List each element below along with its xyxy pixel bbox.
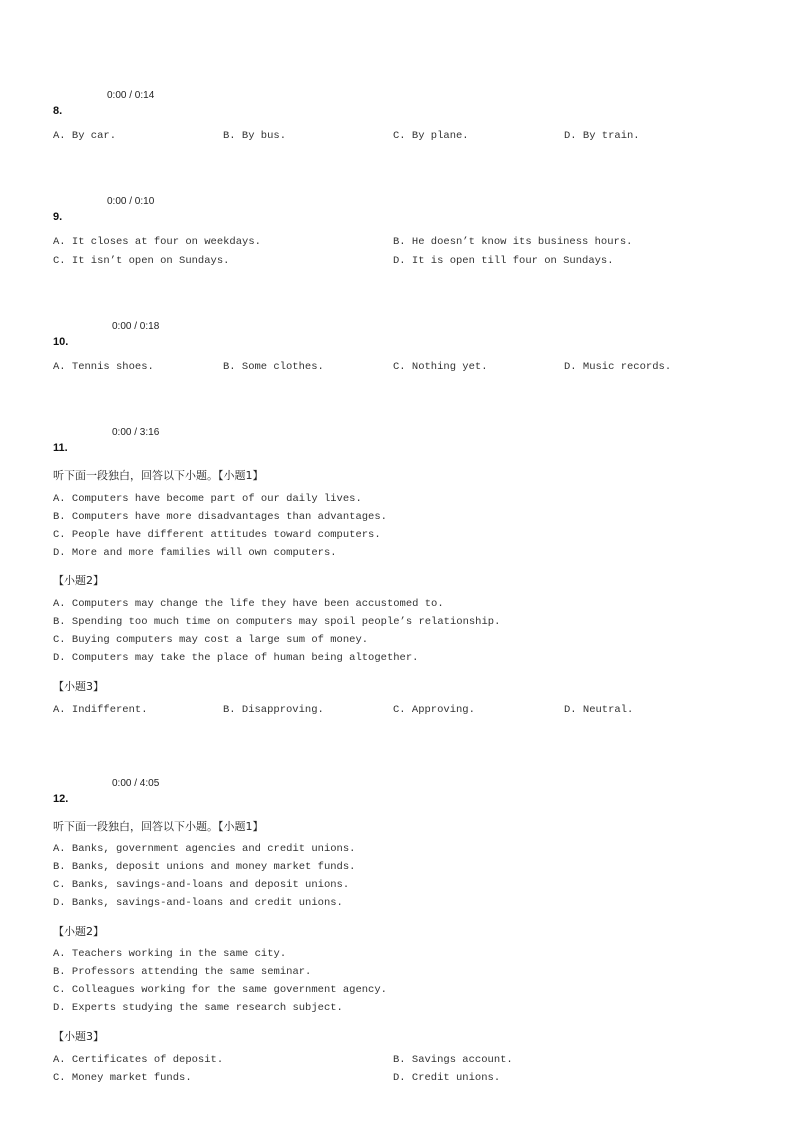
q8-option-b: B. By bus. (223, 130, 287, 142)
q11-instruction: 听下面一段独白，回答以下小题。【小题1】 (53, 469, 264, 482)
q11-sub3-option-b: B. Disapproving. (223, 704, 324, 716)
q11-sub1-option-a: A. Computers have become part of our daily lives. (53, 493, 362, 505)
q11-sub3-label: 【小题3】 (53, 680, 104, 693)
audio-player-q10[interactable]: 0:00 / 0:18 (112, 321, 160, 332)
q12-sub3-label: 【小题3】 (53, 1030, 104, 1043)
q12-instruction: 听下面一段独白，回答以下小题。【小题1】 (53, 820, 264, 833)
q11-sub1-option-d: D. More and more families will own computers. (53, 547, 337, 559)
q11-sub3-option-d: D. Neutral. (564, 704, 634, 716)
question-number-10: 10. (53, 336, 69, 348)
question-number-12: 12. (53, 793, 69, 805)
q8-option-c: C. By plane. (393, 130, 469, 142)
q9-option-b: B. He doesn’t know its business hours. (393, 236, 633, 248)
q11-sub1-option-c: C. People have different attitudes toward computers. (53, 529, 381, 541)
audio-player-q8[interactable]: 0:00 / 0:14 (107, 90, 155, 101)
q11-sub3-option-a: A. Indifferent. (53, 704, 148, 716)
q12-sub3-option-b: B. Savings account. (393, 1054, 513, 1066)
q8-option-d: D. By train. (564, 130, 640, 142)
q12-sub3-option-d: D. Credit unions. (393, 1072, 501, 1084)
question-number-9: 9. (53, 211, 63, 223)
q12-sub3-option-c: C. Money market funds. (53, 1072, 192, 1084)
q11-sub3-option-c: C. Approving. (393, 704, 475, 716)
q12-sub2-label: 【小题2】 (53, 925, 104, 938)
question-number-11: 11. (53, 442, 68, 454)
q12-sub1-option-a: A. Banks, government agencies and credit unions. (53, 843, 356, 855)
q12-sub2-option-d: D. Experts studying the same research subject. (53, 1002, 343, 1014)
q12-sub1-option-b: B. Banks, deposit unions and money market funds. (53, 861, 356, 873)
q10-option-d: D. Music records. (564, 361, 672, 373)
q10-option-a: A. Tennis shoes. (53, 361, 154, 373)
audio-player-q12[interactable]: 0:00 / 4:05 (112, 778, 160, 789)
q10-option-c: C. Nothing yet. (393, 361, 488, 373)
q12-sub2-option-a: A. Teachers working in the same city. (53, 948, 287, 960)
q11-sub2-option-a: A. Computers may change the life they have been accustomed to. (53, 598, 444, 610)
question-number-8: 8. (53, 105, 63, 117)
q10-option-b: B. Some clothes. (223, 361, 324, 373)
q11-sub2-label: 【小题2】 (53, 574, 104, 587)
q11-sub2-option-c: C. Buying computers may cost a large sum of money. (53, 634, 369, 646)
q11-sub2-option-b: B. Spending too much time on computers may spoil people’s relationship. (53, 616, 501, 628)
audio-player-q9[interactable]: 0:00 / 0:10 (107, 196, 155, 207)
q12-sub1-option-c: C. Banks, savings-and-loans and deposit unions. (53, 879, 350, 891)
q8-option-a: A. By car. (53, 130, 117, 142)
q9-option-a: A. It closes at four on weekdays. (53, 236, 261, 248)
q12-sub2-option-c: C. Colleagues working for the same government agency. (53, 984, 387, 996)
q12-sub3-option-a: A. Certificates of deposit. (53, 1054, 224, 1066)
audio-player-q11[interactable]: 0:00 / 3:16 (112, 427, 160, 438)
q12-sub1-option-d: D. Banks, savings-and-loans and credit unions. (53, 897, 343, 909)
q11-sub1-option-b: B. Computers have more disadvantages than advantages. (53, 511, 387, 523)
q9-option-c: C. It isn’t open on Sundays. (53, 255, 230, 267)
q12-sub2-option-b: B. Professors attending the same seminar. (53, 966, 312, 978)
q9-option-d: D. It is open till four on Sundays. (393, 255, 614, 267)
q11-sub2-option-d: D. Computers may take the place of human being altogether. (53, 652, 419, 664)
